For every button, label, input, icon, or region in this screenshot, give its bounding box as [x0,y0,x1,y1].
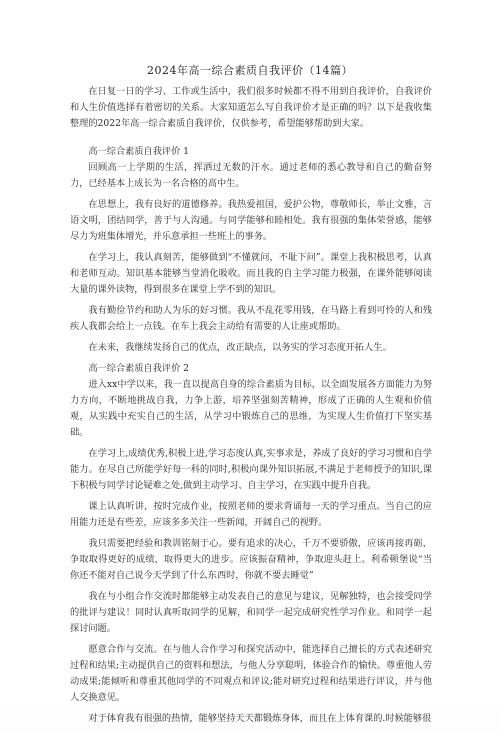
paragraph: 对于体育我有很强的热情，能够坚持天天都锻炼身体，而且在上体育课的.时候能够很 [88,713,432,724]
paragraph: 在学习上,成绩优秀,积极上进,学习态度认真,实事求是，养成了良好的学习习惯和自学能力。在尽自己所能学好每一科的同时,积极向课外知识拓展,不满足于老师授予的知识,课下积极与同学讨论疑难之处,做到主动学习、自主学习，在实践中提升自我。 [70,448,432,491]
paragraph: 进入xx中学以来，我一直以提高自身的综合素质为目标，以全面发展各方面能力为努力方向，不断地挑战自我，力争上游，培养坚强刻苦精神，形成了正确的人生观和价值观，从实践中充实自己的生活，从学习中锻炼自己的思维，为实现人生价值打下坚实基础。 [70,379,432,438]
paragraph: 我在与小组合作交流时都能够主动发表自己的意见与建议，见解独特，也会接受同学的批评与建议！同时认真听取同学的见解，和同学一起完成研究性学习作业。和同学一起探讨问题。 [70,591,432,634]
paragraph: 我有勤俭节约和助人为乐的好习惯。我从不乱花零用钱，在马路上看到可怜的人和残疾人我都会给上一点钱。在车上我会主动给有需要的人让座或帮助。 [70,305,432,332]
paragraph: 课上认真听讲，按时完成作业，按照老师的要求背诵每一天的学习重点。当自己的应用能力还是有些差，应该多多关注一些新闻，开阔自己的视野。 [70,501,432,528]
document-body [70,84,432,732]
intro-paragraph: 在日复一日的学习、工作或生活中，我们很多时候都不得不用到自我评价，自我评价和人生价值选择有着密切的关系。大家知道怎么写自我评价才是正确的吗？以下是我收集整理的2022年高一综合素质自我评价，仅供参考，希望能够帮助到大家。 [70,86,432,129]
section-heading-1: 高一综合素质自我评价 1 [88,146,190,157]
paragraph: 愿意合作与交流。在与他人合作学习和探究活动中，能选择自己擅长的方式表述研究过程和结果;主动提供自己的资料和想法，与他人分享聪明，体验合作的愉快。尊重他人劳动成果;能倾听和尊重其他同学的不同观点和评议;能对研究过程和结果进行评议，并与他人交换意见。 [70,644,432,703]
paragraph: 在未来，我继续发扬自己的优点，改正缺点，以务实的学习态度开拓人生。 [88,342,392,353]
paragraph: 在学习上，我认真刻苦，能够做到“不懂就问，不耻下问”。课堂上我积极思考，认真和老师互动。知识基本能够当堂消化吸收。而且我的自主学习能力极强，在课外能够阅读大量的课外读物，得到很多在课堂上学不到的知识。 [70,252,432,295]
paragraph: 在思想上，我有良好的道德修养。我热爱祖国，爱护公物，尊敬师长，举止文雅，言语文明，团结同学，善于与人沟通。与同学能够和睦相处。我有很强的集体荣誉感，能够尽力为班集体增光，并乐意承担一些班上的事务。 [70,199,432,242]
paragraph: 我只需要把经验和教训铭刻于心。要有追求的决心，千万不要骄傲，应该再接再砺，争取取得更好的成绩，取得更大的进步。应该振奋精神，争取迎头赶上。利希顿堡说“当你还不能对自己说今天学到了什么东西时，你就不要去睡觉” [70,538,432,581]
document-title: 2024年高一综合素质自我评价（14篇） [147,64,353,77]
section-heading-2: 高一综合素质自我评价 2 [88,363,190,374]
paragraph: 回顾高一上学期的生活，挥洒过无数的汗水。通过老师的悉心教导和自己的勤奋努力，已经基本上成长为一名合格的高中生。 [70,162,432,189]
